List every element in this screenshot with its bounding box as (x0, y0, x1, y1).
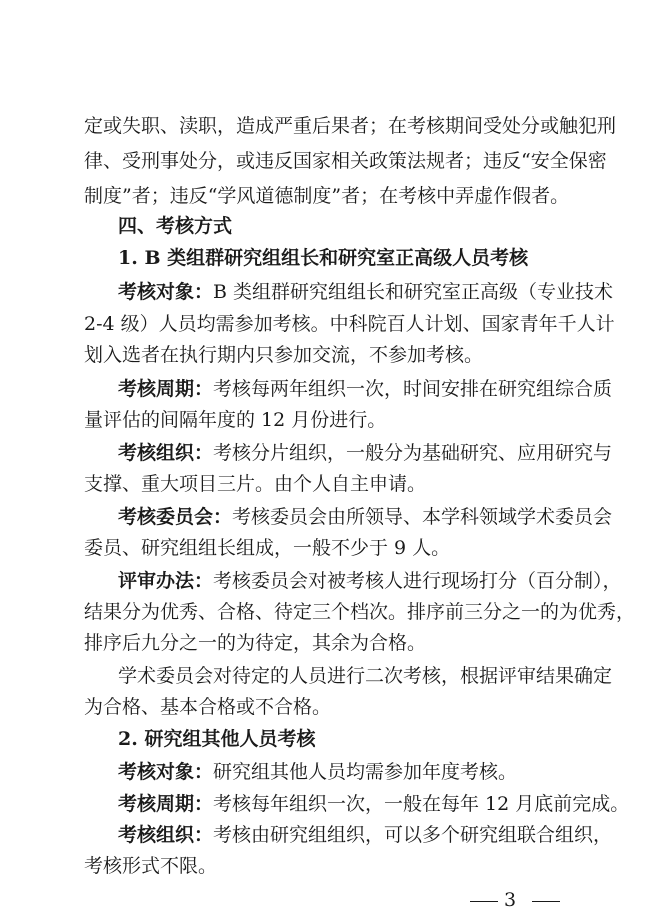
item-assessment-cycle (118, 789, 630, 819)
item-text-line: 2-4 级）人员均需参加考核。中科院百人计划、国家青年千人计 (84, 313, 615, 335)
item-text: 考核委员会对被考核人进行现场打分（百分制）， (213, 570, 622, 592)
dash-right (532, 901, 560, 902)
item-label: 评审办法： (118, 570, 214, 592)
item-assessment-committee (118, 502, 613, 532)
item-assessment-organization (118, 820, 613, 850)
paragraph-line: 律、受刑事处分，或违反国家相关政策法规者；违反“安全保密 (84, 150, 607, 172)
page-number-text: 3 (504, 889, 517, 911)
item-assessment-cycle (118, 374, 613, 404)
item-text-line: 结果分为优秀、合格、待定三个档次。排序前三分之一的为优秀， (84, 601, 636, 623)
paragraph-line: 制度”者；违反“学风道德制度”者；在考核中弄虚作假者。 (84, 185, 570, 207)
subsection-heading-2: 2. 研究组其他人员考核 (118, 728, 316, 750)
note-paragraph: 学术委员会对待定的人员进行二次考核，根据评审结果确定 (118, 665, 613, 687)
item-assessment-organization (118, 438, 613, 468)
dash-left (470, 901, 498, 902)
item-text-line: 排序后九分之一的为待定，其余为合格。 (84, 632, 427, 654)
item-label: 考核周期： (118, 378, 214, 400)
item-text: 考核分片组织，一般分为基础研究、应用研究与 (213, 442, 613, 464)
item-text: 考核委员会由所领导、本学科领域学术委员会 (232, 506, 613, 528)
item-text: 考核每两年组织一次，时间安排在研究组综合质 (213, 378, 613, 400)
item-text: B 类组群研究组组长和研究室正高级（专业技术 (213, 281, 614, 303)
item-label: 考核周期： (118, 793, 214, 815)
note-text-line: 为合格、基本合格或不合格。 (84, 696, 332, 718)
item-label: 考核对象： (118, 281, 214, 303)
item-label: 考核委员会： (118, 506, 233, 528)
item-text-line: 划入选者在执行期内只参加交流，不参加考核。 (84, 344, 484, 366)
item-review-method (118, 566, 622, 596)
item-text-line: 委员、研究组组长组成，一般不少于 9 人。 (84, 537, 451, 559)
item-text-line: 量评估的间隔年度的 12 月份进行。 (84, 409, 387, 431)
item-assessment-target (118, 277, 614, 307)
item-text: 考核每年组织一次，一般在每年 12 月底前完成。 (213, 793, 630, 815)
item-label: 考核组织： (118, 442, 214, 464)
item-label: 考核对象： (118, 761, 214, 783)
page-number (470, 885, 560, 915)
item-text: 考核由研究组组织，可以多个研究组联合组织， (213, 824, 613, 846)
paragraph-line: 定或失职、渎职，造成严重后果者；在考核期间受处分或触犯刑 (84, 115, 617, 137)
section-heading: 四、考核方式 (118, 215, 233, 237)
item-assessment-target (118, 757, 572, 787)
item-text-line: 支撑、重大项目三片。由个人自主申请。 (84, 473, 427, 495)
item-label: 考核组织： (118, 824, 214, 846)
item-text: 研究组其他人员均需参加年度考核。 (213, 761, 518, 783)
subsection-heading-1: 1. B 类组群研究组组长和研究室正高级人员考核 (118, 247, 529, 269)
item-text-line: 考核形式不限。 (84, 855, 218, 877)
